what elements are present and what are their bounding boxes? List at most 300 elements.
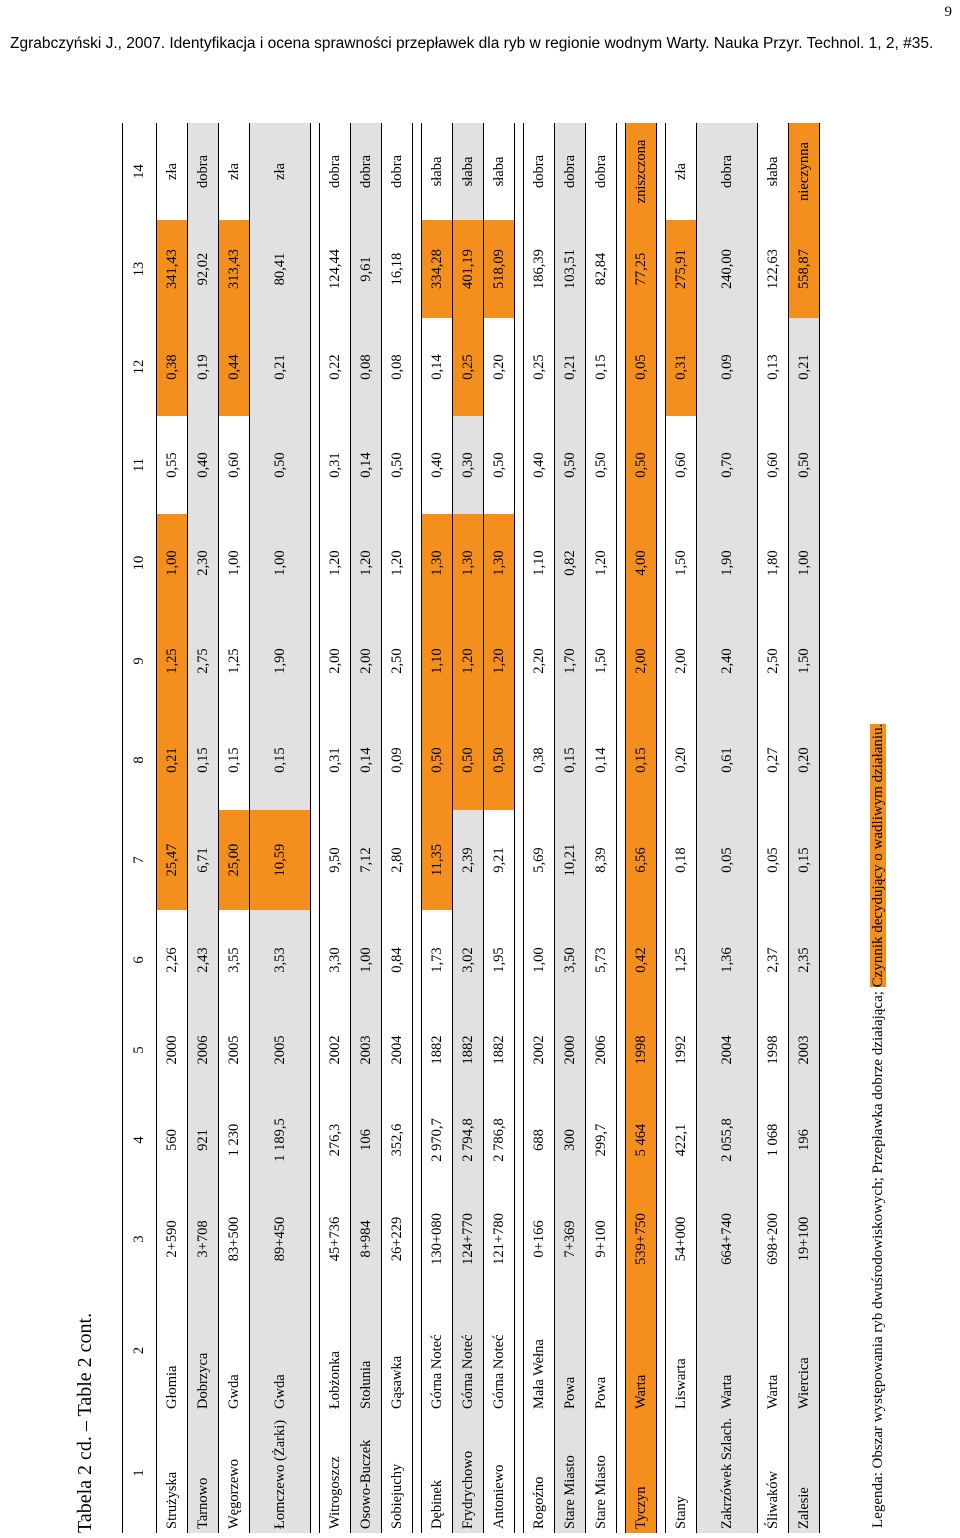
table-row: [188, 123, 219, 1533]
table-cell: 124+770: [453, 1190, 484, 1288]
table-cell: 0,15: [586, 318, 617, 416]
table-cell: dobra: [697, 123, 758, 220]
table-cell: 2,39: [453, 810, 484, 910]
table-cell: Warta: [697, 1288, 758, 1413]
table-cell: Liswarta: [666, 1288, 697, 1413]
table-cell: zła: [219, 123, 250, 220]
table-cell: 0,50: [484, 416, 515, 514]
column-header: 7: [123, 810, 157, 910]
separator-cell: [617, 123, 626, 1533]
table-cell: 0,50: [586, 416, 617, 514]
table-cell: 2,00: [626, 612, 657, 710]
table-cell: 1,30: [422, 514, 453, 612]
table-cell: 0,40: [524, 416, 555, 514]
table-cell: 0,21: [555, 318, 586, 416]
column-header: 12: [123, 318, 157, 416]
table-cell: 300: [555, 1090, 586, 1190]
table-row: [382, 123, 413, 1533]
table-cell: 2003: [351, 1010, 382, 1090]
table-cell: Stołunia: [351, 1288, 382, 1413]
group-separator: [657, 123, 666, 1533]
table-cell: 688: [524, 1090, 555, 1190]
table-cell: 1,73: [422, 910, 453, 1010]
separator-cell: [657, 123, 666, 1533]
table-cell: 2,40: [697, 612, 758, 710]
table-cell: 0,61: [697, 710, 758, 810]
table-cell: Antoniewo: [484, 1413, 515, 1533]
table-cell: słaba: [453, 123, 484, 220]
table-cell: 0,15: [555, 710, 586, 810]
table-cell: 1,25: [157, 612, 188, 710]
table-cell: 0,40: [188, 416, 219, 514]
table-row: [453, 123, 484, 1533]
table-cell: 10,21: [555, 810, 586, 910]
table-cell: 0,15: [188, 710, 219, 810]
table-cell: zniszczona: [626, 123, 657, 220]
table-cell: 0,50: [250, 416, 311, 514]
table-cell: 0,27: [758, 710, 789, 810]
table-cell: 401,19: [453, 220, 484, 318]
table-cell: dobra: [555, 123, 586, 220]
table-cell: 2,75: [188, 612, 219, 710]
table-cell: 92,02: [188, 220, 219, 318]
table-cell: 240,00: [697, 220, 758, 318]
table-cell: 341,43: [157, 220, 188, 318]
table-cell: 276,3: [320, 1090, 351, 1190]
table-cell: 0,50: [453, 710, 484, 810]
table-cell: 4,00: [626, 514, 657, 612]
table-cell: 2006: [188, 1010, 219, 1090]
page-number: 9: [944, 4, 952, 20]
table-cell: 3,55: [219, 910, 250, 1010]
table-cell: 558,87: [789, 220, 820, 318]
table-cell: 2 786,8: [484, 1090, 515, 1190]
table-cell: 0,09: [697, 318, 758, 416]
table-cell: 0,31: [320, 416, 351, 514]
table-cell: 6,71: [188, 810, 219, 910]
table-cell: Zakrzówek Szlach.: [697, 1413, 758, 1533]
separator-cell: [413, 123, 422, 1533]
table-cell: słaba: [758, 123, 789, 220]
table-cell: 0,60: [666, 416, 697, 514]
table-cell: 0,20: [484, 318, 515, 416]
table-cell: 1,50: [789, 612, 820, 710]
table-cell: dobra: [524, 123, 555, 220]
table-cell: Węgorzewo: [219, 1413, 250, 1533]
table-cell: Tarnowo: [188, 1413, 219, 1533]
table-cell: Strużyska: [157, 1413, 188, 1533]
table-cell: zła: [666, 123, 697, 220]
table-cell: 0,38: [157, 318, 188, 416]
table-cell: 186,39: [524, 220, 555, 318]
table-cell: 25,00: [219, 810, 250, 910]
rotated-table-page: [60, 118, 940, 1538]
table-cell: 5,69: [524, 810, 555, 910]
table-cell: dobra: [382, 123, 413, 220]
table-cell: 2,50: [758, 612, 789, 710]
table-cell: 0,55: [157, 416, 188, 514]
table-cell: Rogoźno: [524, 1413, 555, 1533]
table-cell: 2,50: [382, 612, 413, 710]
table-cell: 1,30: [453, 514, 484, 612]
table-cell: 0,25: [524, 318, 555, 416]
table-cell: 80,41: [250, 220, 311, 318]
table-row: [666, 123, 697, 1533]
table-cell: 0,13: [758, 318, 789, 416]
table-cell: Śliwaków: [758, 1413, 789, 1533]
table-cell: 19+100: [789, 1190, 820, 1288]
table-cell: 422,1: [666, 1090, 697, 1190]
table-cell: 103,51: [555, 220, 586, 318]
table-cell: 1,00: [250, 514, 311, 612]
table-cell: 1 230: [219, 1090, 250, 1190]
column-header: 8: [123, 710, 157, 810]
table-cell: słaba: [484, 123, 515, 220]
table-cell: 2003: [789, 1010, 820, 1090]
group-separator: [617, 123, 626, 1533]
table-cell: 0,50: [422, 710, 453, 810]
table-cell: 0,14: [351, 416, 382, 514]
table-cell: 2,35: [789, 910, 820, 1010]
table-cell: 1,00: [789, 514, 820, 612]
separator-cell: [311, 123, 320, 1533]
table-row: [555, 123, 586, 1533]
legend-highlight-text: Czynnik decydujący o wadliwym działaniu.: [870, 723, 886, 988]
table-cell: 0,14: [351, 710, 382, 810]
table-cell: 5 464: [626, 1090, 657, 1190]
table-row: [789, 123, 820, 1533]
table-cell: 0,84: [382, 910, 413, 1010]
column-header: 2: [123, 1288, 157, 1413]
table-cell: 0,05: [758, 810, 789, 910]
column-header: 4: [123, 1090, 157, 1190]
legend: [870, 724, 887, 1528]
table-cell: 0,20: [789, 710, 820, 810]
table-cell: 0,05: [626, 318, 657, 416]
table-cell: Stare Miasto: [586, 1413, 617, 1533]
column-header: 1: [123, 1413, 157, 1533]
table-cell: Powa: [586, 1288, 617, 1413]
legend-text: Obszar występowania ryb dwuśrodowiskowych; Przepławka dobrze działająca;: [870, 991, 886, 1469]
table-cell: Górna Noteć: [484, 1288, 515, 1413]
table-cell: 1,80: [758, 514, 789, 612]
table-cell: 0,31: [320, 710, 351, 810]
table-cell: Mała Wełna: [524, 1288, 555, 1413]
table-cell: Dobrzyca: [188, 1288, 219, 1413]
table-cell: 0,50: [484, 710, 515, 810]
table-cell: 2,00: [351, 612, 382, 710]
table-cell: Osowo-Buczek: [351, 1413, 382, 1533]
table-cell: 0,08: [351, 318, 382, 416]
table-cell: 83+500: [219, 1190, 250, 1288]
table-cell: 0,05: [697, 810, 758, 910]
table-cell: 0,50: [789, 416, 820, 514]
table-cell: 5,73: [586, 910, 617, 1010]
table-cell: Górna Noteć: [453, 1288, 484, 1413]
table-row: [758, 123, 789, 1533]
table-cell: Frydrychowo: [453, 1413, 484, 1533]
table-cell: 664+740: [697, 1190, 758, 1288]
table-cell: 0,20: [666, 710, 697, 810]
table-cell: 2002: [524, 1010, 555, 1090]
table-cell: Wiercica: [789, 1288, 820, 1413]
citation-header: Zgrabczyński J., 2007. Identyfikacja i ocena sprawności przepławek dla ryb w regionie wodnym Warty. Nauka Przyr. Technol. 1, 2, #35.: [10, 35, 934, 52]
table-row: [484, 123, 515, 1533]
table-cell: Warta: [758, 1288, 789, 1413]
table-cell: 1,90: [250, 612, 311, 710]
table-cell: 2006: [586, 1010, 617, 1090]
table-cell: 2005: [219, 1010, 250, 1090]
group-separator: [413, 123, 422, 1533]
table-cell: Powa: [555, 1288, 586, 1413]
table-row: [157, 123, 188, 1533]
table-cell: 1,36: [697, 910, 758, 1010]
legend-label: Legenda:: [870, 1472, 886, 1528]
column-header: 13: [123, 220, 157, 318]
column-header: 11: [123, 416, 157, 514]
table-row: [697, 123, 758, 1533]
column-header: 3: [123, 1190, 157, 1288]
table-cell: 1,00: [351, 910, 382, 1010]
table-header-row: [123, 123, 157, 1533]
table-cell: 0,40: [422, 416, 453, 514]
table-cell: 2,43: [188, 910, 219, 1010]
table-cell: 0,15: [219, 710, 250, 810]
table-cell: 0,19: [188, 318, 219, 416]
table-cell: dobra: [586, 123, 617, 220]
table-cell: 1,90: [697, 514, 758, 612]
table-cell: dobra: [320, 123, 351, 220]
table-cell: Gąsawka: [382, 1288, 413, 1413]
table-cell: 299,7: [586, 1090, 617, 1190]
table-cell: 1 189,5: [250, 1090, 311, 1190]
table-cell: 2 055,8: [697, 1090, 758, 1190]
table-cell: 2 794,8: [453, 1090, 484, 1190]
table-cell: 921: [188, 1090, 219, 1190]
table-cell: 0+166: [524, 1190, 555, 1288]
table-cell: 3,53: [250, 910, 311, 1010]
table-cell: 0,21: [250, 318, 311, 416]
table-cell: 2+590: [157, 1190, 188, 1288]
table-cell: 2004: [382, 1010, 413, 1090]
table-cell: 1,50: [586, 612, 617, 710]
table-cell: 196: [789, 1090, 820, 1190]
table-cell: Łobżonka: [320, 1288, 351, 1413]
table-cell: 0,15: [250, 710, 311, 810]
table-cell: 1,20: [484, 612, 515, 710]
group-separator: [515, 123, 524, 1533]
table-cell: 698+200: [758, 1190, 789, 1288]
table-cell: 1,50: [666, 514, 697, 612]
table-cell: 11,35: [422, 810, 453, 910]
table-cell: 1882: [422, 1010, 453, 1090]
table-cell: nieczynna: [789, 123, 820, 220]
table-cell: 0,82: [555, 514, 586, 612]
table-cell: 3,02: [453, 910, 484, 1010]
table-cell: 0,60: [219, 416, 250, 514]
table-cell: 9+100: [586, 1190, 617, 1288]
column-header: 6: [123, 910, 157, 1010]
table-cell: 124,44: [320, 220, 351, 318]
table-cell: 0,50: [626, 416, 657, 514]
table-row: [626, 123, 657, 1533]
table-cell: 0,09: [382, 710, 413, 810]
table-caption: Tabela 2 cd. – Table 2 cont.: [74, 1312, 96, 1533]
table-cell: 0,38: [524, 710, 555, 810]
table-cell: 122,63: [758, 220, 789, 318]
table-cell: 1,30: [484, 514, 515, 612]
table-cell: 0,21: [157, 710, 188, 810]
data-table: [122, 123, 820, 1533]
table-cell: 0,60: [758, 416, 789, 514]
table-cell: 1,25: [666, 910, 697, 1010]
table-cell: 0,50: [555, 416, 586, 514]
table-cell: Tyczyn: [626, 1413, 657, 1533]
table-cell: dobra: [188, 123, 219, 220]
table-cell: 1,20: [382, 514, 413, 612]
column-header: 5: [123, 1010, 157, 1090]
table-row: [586, 123, 617, 1533]
table-cell: 3,30: [320, 910, 351, 1010]
table-cell: Sobiejuchy: [382, 1413, 413, 1533]
table-cell: 8,39: [586, 810, 617, 910]
table-cell: Stany: [666, 1413, 697, 1533]
table-cell: 2,37: [758, 910, 789, 1010]
table-row: [320, 123, 351, 1533]
table-cell: 6,56: [626, 810, 657, 910]
table-cell: 1 068: [758, 1090, 789, 1190]
table-cell: 334,28: [422, 220, 453, 318]
table-cell: 1882: [484, 1010, 515, 1090]
table-cell: 313,43: [219, 220, 250, 318]
separator-cell: [515, 123, 524, 1533]
table-cell: zła: [157, 123, 188, 220]
table-row: [524, 123, 555, 1533]
column-header: 14: [123, 123, 157, 220]
table-cell: 2,80: [382, 810, 413, 910]
table-cell: 1,00: [219, 514, 250, 612]
table-cell: 1,70: [555, 612, 586, 710]
table-row: [351, 123, 382, 1533]
table-cell: Zalesie: [789, 1413, 820, 1533]
table-cell: 0,30: [453, 416, 484, 514]
table-cell: dobra: [351, 123, 382, 220]
table-cell: 539+750: [626, 1190, 657, 1288]
table-cell: 560: [157, 1090, 188, 1190]
table-cell: 3,50: [555, 910, 586, 1010]
table-cell: 1,95: [484, 910, 515, 1010]
table-cell: zła: [250, 123, 311, 220]
table-row: [422, 123, 453, 1533]
table-cell: 7+369: [555, 1190, 586, 1288]
table-cell: 1,10: [422, 612, 453, 710]
table-cell: 0,22: [320, 318, 351, 416]
table-cell: 518,09: [484, 220, 515, 318]
table-cell: 0,18: [666, 810, 697, 910]
table-cell: 1,20: [351, 514, 382, 612]
table-cell: 2,20: [524, 612, 555, 710]
table-cell: 0,14: [586, 710, 617, 810]
table-cell: 9,61: [351, 220, 382, 318]
table-cell: Łomczewo (Żarki): [250, 1413, 311, 1533]
table-cell: 2,30: [188, 514, 219, 612]
group-separator: [311, 123, 320, 1533]
table-cell: 1,25: [219, 612, 250, 710]
table-cell: 0,15: [789, 810, 820, 910]
column-header: 9: [123, 612, 157, 710]
table-cell: 2000: [157, 1010, 188, 1090]
table-cell: 130+080: [422, 1190, 453, 1288]
table-cell: 0,08: [382, 318, 413, 416]
table-cell: 2,00: [320, 612, 351, 710]
table-cell: 10,59: [250, 810, 311, 910]
table-cell: 8+984: [351, 1190, 382, 1288]
table-cell: 77,25: [626, 220, 657, 318]
table-cell: 7,12: [351, 810, 382, 910]
table-cell: 0,70: [697, 416, 758, 514]
table-cell: 2,26: [157, 910, 188, 1010]
table-cell: 2005: [250, 1010, 311, 1090]
table-cell: 1992: [666, 1010, 697, 1090]
table-cell: 0,21: [789, 318, 820, 416]
table-cell: 1,10: [524, 514, 555, 612]
table-cell: 82,84: [586, 220, 617, 318]
table-cell: 2000: [555, 1010, 586, 1090]
table-cell: 3+708: [188, 1190, 219, 1288]
table-cell: Górna Noteć: [422, 1288, 453, 1413]
table-cell: 1882: [453, 1010, 484, 1090]
table-cell: 1998: [758, 1010, 789, 1090]
table-cell: Gwda: [250, 1288, 311, 1413]
table-cell: 0,31: [666, 318, 697, 416]
table-row: [250, 123, 311, 1533]
table-cell: 54+000: [666, 1190, 697, 1288]
table-cell: Głomia: [157, 1288, 188, 1413]
table-cell: 1,20: [453, 612, 484, 710]
table-cell: 26+229: [382, 1190, 413, 1288]
table-cell: 1998: [626, 1010, 657, 1090]
table-cell: 16,18: [382, 220, 413, 318]
column-header: 10: [123, 514, 157, 612]
table-cell: słaba: [422, 123, 453, 220]
table-cell: Stare Miasto: [555, 1413, 586, 1533]
table-cell: 0,14: [422, 318, 453, 416]
table-cell: Gwda: [219, 1288, 250, 1413]
table-cell: 1,20: [586, 514, 617, 612]
table-cell: 1,20: [320, 514, 351, 612]
table-cell: 25,47: [157, 810, 188, 910]
table-cell: Warta: [626, 1288, 657, 1413]
table-cell: 1,00: [524, 910, 555, 1010]
table-cell: 9,50: [320, 810, 351, 910]
table-cell: 2004: [697, 1010, 758, 1090]
table-row: [219, 123, 250, 1533]
table-cell: 0,15: [626, 710, 657, 810]
table-cell: 0,50: [382, 416, 413, 514]
table-cell: 106: [351, 1090, 382, 1190]
table-cell: 89+450: [250, 1190, 311, 1288]
table-cell: 1,00: [157, 514, 188, 612]
table-cell: 2002: [320, 1010, 351, 1090]
table-cell: 121+780: [484, 1190, 515, 1288]
table-cell: 2 970,7: [422, 1090, 453, 1190]
table-cell: Dębinek: [422, 1413, 453, 1533]
table-cell: 0,42: [626, 910, 657, 1010]
table-cell: 45+736: [320, 1190, 351, 1288]
table-cell: 352,6: [382, 1090, 413, 1190]
table-cell: 0,25: [453, 318, 484, 416]
table-cell: 9,21: [484, 810, 515, 910]
